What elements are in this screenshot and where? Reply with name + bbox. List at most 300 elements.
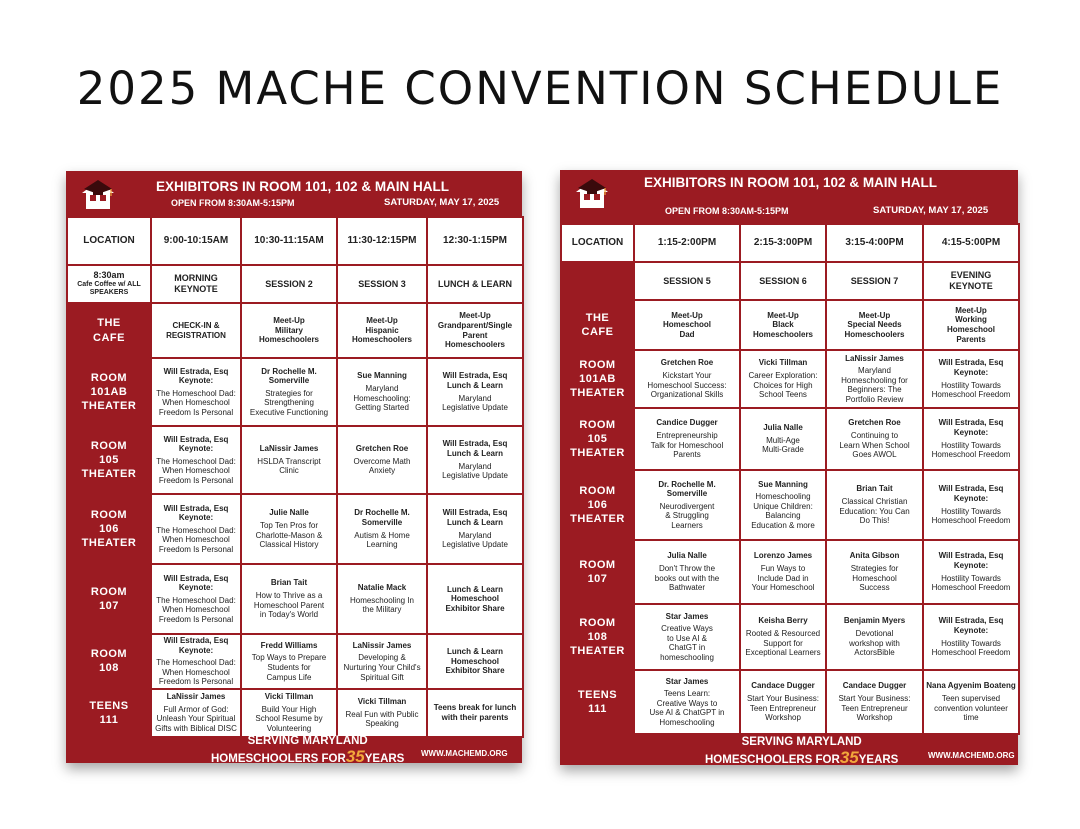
speaker-name: Will Estrada, Esq bbox=[938, 358, 1004, 368]
session-topic: Clinic bbox=[279, 466, 299, 476]
session-cell bbox=[923, 540, 1019, 604]
room-row bbox=[561, 670, 1019, 734]
serving-text: SERVING MARYLAND HOMESCHOOLERS FOR35YEARS bbox=[705, 736, 899, 767]
session-topic: Workshop bbox=[765, 713, 801, 723]
session-label: SESSION 3 bbox=[337, 265, 427, 303]
session-cell bbox=[241, 358, 337, 426]
room-label: ROOM 106 THEATER bbox=[561, 470, 634, 540]
session-topic: Fun Ways to bbox=[760, 563, 806, 573]
room-row bbox=[561, 604, 1019, 670]
speaker-name: Dr Rochelle M. bbox=[261, 366, 317, 376]
session-topic: Getting Started bbox=[355, 403, 409, 413]
session-cell bbox=[241, 634, 337, 689]
room-label: TEENS 111 bbox=[561, 670, 634, 734]
session-topic: Talk for Homeschool bbox=[650, 440, 724, 450]
speaker-name: Dr. Rochelle M. bbox=[658, 479, 716, 489]
speaker-name: Will Estrada, Esq bbox=[938, 418, 1004, 428]
session-topic: Continuing to bbox=[850, 430, 899, 440]
speaker-name: LaNissir James bbox=[352, 640, 412, 650]
speaker-name: Keynote: bbox=[178, 376, 214, 386]
session-cell bbox=[826, 670, 923, 734]
open-hours: OPEN FROM 8:30AM-5:15PM bbox=[665, 206, 789, 216]
speaker-name: Julia Nalle bbox=[763, 423, 803, 433]
session-cell bbox=[427, 426, 523, 494]
exhibitors-text: EXHIBITORS IN ROOM 101, 102 & MAIN HALL bbox=[644, 175, 938, 190]
session-topic: Teen Entrepreneur bbox=[841, 703, 908, 713]
speaker-name: Exhibitor Share bbox=[445, 603, 505, 613]
speaker-name: Somerville bbox=[666, 489, 708, 499]
session-topic: Maryland bbox=[858, 366, 891, 376]
speaker-name: Will Estrada, Esq bbox=[938, 484, 1004, 494]
speaker-name: Julie Nalle bbox=[269, 508, 309, 518]
session-topic: Nurturing Your Child's bbox=[343, 662, 421, 672]
speaker-name: Keynote: bbox=[953, 560, 989, 570]
session-topic: Homeschooling for bbox=[841, 375, 908, 385]
speaker-name: Gretchen Roe bbox=[660, 358, 714, 368]
session-cell bbox=[923, 670, 1019, 734]
session-topic: Education: You Can bbox=[839, 506, 910, 516]
session-cell bbox=[337, 564, 427, 634]
session-label: SESSION 6 bbox=[740, 262, 826, 300]
session-topic: Freedom Is Personal bbox=[158, 475, 234, 485]
session-topic: School Teens bbox=[759, 390, 807, 400]
session-topic: Maryland bbox=[458, 461, 492, 471]
session-topic: Legislative Update bbox=[442, 540, 508, 550]
session-topic: Hostility Towards bbox=[941, 380, 1001, 390]
speaker-name: Keynote: bbox=[953, 367, 989, 377]
session-cell bbox=[241, 689, 337, 737]
session-topic: Top Ways to Prepare bbox=[251, 653, 327, 663]
speaker-name: Keynote: bbox=[953, 493, 989, 503]
session-topic: books out with the bbox=[654, 573, 720, 583]
event-date: SATURDAY, MAY 17, 2025 bbox=[873, 205, 989, 216]
session-cell bbox=[337, 426, 427, 494]
session-row bbox=[561, 262, 1019, 300]
session-topic: Parents bbox=[673, 450, 701, 460]
room-label: ROOM 107 bbox=[67, 564, 151, 634]
session-label: SESSION 2 bbox=[241, 265, 337, 303]
session-topic: Don't Throw the bbox=[658, 563, 716, 573]
session-cell bbox=[740, 670, 826, 734]
session-topic: Volunteering bbox=[266, 724, 312, 734]
session-cell bbox=[923, 350, 1019, 408]
room-row bbox=[561, 350, 1019, 408]
speaker-name: Benjamin Myers bbox=[843, 616, 906, 626]
room-label: ROOM 101AB THEATER bbox=[67, 358, 151, 426]
session-topic: Teen Entrepreneur bbox=[749, 703, 817, 713]
session-topic: Legislative Update bbox=[442, 403, 508, 413]
session-topic: Classical Christian bbox=[841, 496, 908, 506]
schedule-sheet-afternoon bbox=[560, 170, 1018, 765]
session-topic: Maryland bbox=[458, 393, 492, 403]
coffee-cell: 8:30am Cafe Coffee w/ ALL SPEAKERS bbox=[67, 265, 151, 303]
speaker-name: Lunch & Learn bbox=[446, 448, 503, 458]
speaker-name: Homeschool bbox=[450, 656, 499, 666]
session-topic: Choices for High bbox=[753, 380, 813, 390]
speaker-name: Brian Tait bbox=[856, 484, 893, 494]
house-graduation-cap-icon bbox=[78, 177, 118, 211]
session-topic: Build Your High bbox=[261, 704, 317, 714]
session-cell bbox=[427, 689, 523, 737]
location-header: LOCATION bbox=[67, 217, 151, 265]
session-topic: homeschooling bbox=[660, 652, 714, 662]
room-row bbox=[67, 689, 523, 737]
session-topic: When Homeschool bbox=[162, 535, 230, 545]
session-cell bbox=[740, 408, 826, 470]
session-cell: Meet-Up Homeschool Dad bbox=[634, 300, 740, 350]
speaker-name: Will Estrada, Esq bbox=[163, 503, 229, 513]
session-cell bbox=[634, 604, 740, 670]
session-cell bbox=[634, 540, 740, 604]
session-topic: Homeschool Freedom bbox=[931, 583, 1011, 593]
session-topic: Multi-Grade bbox=[762, 445, 804, 455]
speaker-name: Vicki Tillman bbox=[264, 692, 314, 702]
speaker-name: Vicki Tillman bbox=[357, 697, 407, 707]
session-topic: Maryland bbox=[365, 383, 399, 393]
speaker-name: Brian Tait bbox=[270, 578, 308, 588]
time-slot: 4:15-5:00PM bbox=[923, 224, 1019, 262]
session-cell bbox=[634, 408, 740, 470]
blank-cell bbox=[561, 262, 634, 300]
room-row bbox=[67, 564, 523, 634]
session-cell bbox=[634, 470, 740, 540]
schedule-sheet-morning bbox=[66, 171, 522, 766]
room-row bbox=[561, 540, 1019, 604]
session-topic: Bathwater bbox=[668, 583, 706, 593]
session-topic: When Homeschool bbox=[162, 398, 230, 408]
session-cell bbox=[151, 689, 241, 737]
session-topic: Homeschooling bbox=[659, 717, 715, 727]
time-slot: 10:30-11:15AM bbox=[241, 217, 337, 265]
speaker-name: with their parents bbox=[441, 712, 509, 722]
session-topic: Exceptional Learners bbox=[745, 648, 821, 658]
session-topic: ChatGT in bbox=[668, 643, 706, 653]
session-cell bbox=[151, 358, 241, 426]
session-cell bbox=[427, 494, 523, 564]
session-topic: Freedom Is Personal bbox=[158, 407, 234, 417]
time-slot: 9:00-10:15AM bbox=[151, 217, 241, 265]
session-topic: The Homeschool Dad: bbox=[156, 658, 236, 668]
time-slot: 1:15-2:00PM bbox=[634, 224, 740, 262]
session-topic: When Homeschool bbox=[162, 466, 230, 476]
session-cell bbox=[151, 426, 241, 494]
session-topic: Workshop bbox=[856, 713, 893, 723]
event-date: SATURDAY, MAY 17, 2025 bbox=[384, 197, 500, 208]
session-cell bbox=[427, 358, 523, 426]
time-header-row bbox=[561, 224, 1019, 262]
speaker-name: Will Estrada, Esq bbox=[163, 434, 229, 444]
session-topic: Unleash Your Spiritual bbox=[156, 714, 236, 724]
speaker-name: Exhibitor Share bbox=[445, 666, 505, 676]
session-topic: Homeschool Freedom bbox=[931, 648, 1011, 658]
session-topic: Beginners: The bbox=[847, 385, 902, 395]
session-topic: Your Homeschool bbox=[751, 583, 815, 593]
room-row bbox=[67, 494, 523, 564]
room-label: ROOM 107 bbox=[561, 540, 634, 604]
session-topic: Hostility Towards bbox=[941, 440, 1001, 450]
session-topic: Learners bbox=[671, 520, 703, 530]
session-topic: HSLDA Transcript bbox=[257, 456, 321, 466]
room-label: ROOM 105 THEATER bbox=[561, 408, 634, 470]
session-cell bbox=[427, 634, 523, 689]
session-cell bbox=[740, 604, 826, 670]
session-topic: convention volunteer bbox=[934, 703, 1008, 713]
time-slot: 3:15-4:00PM bbox=[826, 224, 923, 262]
speaker-name: Will Estrada, Esq bbox=[163, 366, 229, 376]
speaker-name: LaNissir James bbox=[845, 353, 904, 363]
speaker-name: LaNissir James bbox=[259, 444, 319, 454]
session-topic: School Resume by bbox=[255, 714, 323, 724]
session-topic: Career Exploration: bbox=[748, 370, 818, 380]
session-topic: Education & more bbox=[751, 520, 815, 530]
speaker-name: Vicki Tillman bbox=[758, 358, 808, 368]
speaker-name: Fredd Williams bbox=[260, 640, 318, 650]
speaker-name: Will Estrada, Esq bbox=[938, 616, 1004, 626]
session-topic: Neurodivergent bbox=[659, 501, 715, 511]
room-label: ROOM 101AB THEATER bbox=[561, 350, 634, 408]
room-label: ROOM 106 THEATER bbox=[67, 494, 151, 564]
serving-text: SERVING MARYLAND HOMESCHOOLERS FOR35YEARS bbox=[211, 735, 405, 766]
session-topic: Homeschooling: bbox=[353, 393, 411, 403]
session-topic: time bbox=[963, 713, 979, 723]
speaker-name: Keynote: bbox=[178, 444, 214, 454]
session-topic: Legislative Update bbox=[442, 471, 508, 481]
session-topic: Classical History bbox=[259, 540, 319, 550]
session-topic: Full Armor of God: bbox=[163, 704, 229, 714]
session-cell bbox=[151, 564, 241, 634]
session-topic: How to Thrive as a bbox=[255, 590, 323, 600]
session-cell bbox=[241, 564, 337, 634]
session-topic: Homeschool Freedom bbox=[931, 390, 1011, 400]
session-cell bbox=[826, 604, 923, 670]
room-label: ROOM 105 THEATER bbox=[67, 426, 151, 494]
session-topic: Anxiety bbox=[368, 466, 396, 476]
session-topic: the Military bbox=[362, 605, 402, 615]
cafe-row bbox=[561, 300, 1019, 350]
session-topic: Learn When School bbox=[839, 440, 910, 450]
speaker-name: Keynote: bbox=[178, 645, 214, 655]
session-cell bbox=[826, 350, 923, 408]
speaker-name: Will Estrada, Esq bbox=[442, 371, 508, 381]
session-topic: Homeschool Freedom bbox=[931, 450, 1011, 460]
session-topic: Entrepreneurship bbox=[656, 430, 718, 440]
speaker-name: Homeschool bbox=[450, 594, 499, 604]
session-topic: Organizational Skills bbox=[650, 390, 724, 400]
session-cell: Meet-Up Special Needs Homeschoolers bbox=[826, 300, 923, 350]
session-cell bbox=[634, 670, 740, 734]
session-label: EVENING KEYNOTE bbox=[923, 262, 1019, 300]
session-topic: ActorsBible bbox=[854, 648, 895, 658]
session-topic: Include Dad in bbox=[757, 573, 809, 583]
room-label: THE CAFE bbox=[67, 303, 151, 358]
speaker-name: Will Estrada, Esq bbox=[442, 439, 508, 449]
session-cell bbox=[241, 494, 337, 564]
time-slot: 2:15-3:00PM bbox=[740, 224, 826, 262]
speaker-name: Will Estrada, Esq bbox=[442, 508, 508, 518]
session-topic: Creative Ways bbox=[661, 624, 713, 634]
session-topic: When Homeschool bbox=[162, 605, 230, 615]
speaker-name: Teens break for lunch bbox=[433, 703, 517, 713]
session-topic: Gifts with Biblical DISC bbox=[155, 724, 237, 734]
speaker-name: Lorenzo James bbox=[753, 551, 813, 561]
session-cell bbox=[826, 470, 923, 540]
speaker-name: Star James bbox=[665, 676, 709, 686]
session-topic: in Today's World bbox=[259, 610, 319, 620]
speaker-name: Lunch & Learn bbox=[446, 647, 503, 657]
room-label: ROOM 108 bbox=[67, 634, 151, 689]
session-topic: Freedom Is Personal bbox=[158, 544, 234, 554]
session-topic: Strengthening bbox=[264, 398, 314, 408]
session-topic: Homeschooling bbox=[755, 492, 811, 502]
session-cell bbox=[923, 470, 1019, 540]
house-graduation-cap-icon bbox=[572, 176, 612, 210]
session-cell bbox=[740, 350, 826, 408]
session-cell bbox=[740, 470, 826, 540]
session-topic: Top Ten Pros for bbox=[259, 520, 319, 530]
session-cell bbox=[923, 604, 1019, 670]
session-topic: Freedom Is Personal bbox=[158, 677, 234, 687]
speaker-name: Somerville bbox=[268, 376, 310, 386]
session-topic: Real Fun with Public bbox=[345, 709, 419, 719]
session-cell bbox=[241, 426, 337, 494]
session-cell: Meet-Up Working Homeschool Parents bbox=[923, 300, 1019, 350]
location-header: LOCATION bbox=[561, 224, 634, 262]
speaker-name: Gretchen Roe bbox=[848, 418, 901, 428]
session-topic: Strategies for bbox=[850, 563, 899, 573]
session-topic: & Struggling bbox=[665, 511, 709, 521]
page-title: 2025 MACHE CONVENTION SCHEDULE bbox=[76, 62, 1004, 115]
speaker-name: Star James bbox=[665, 611, 709, 621]
session-topic: Homeschool Freedom bbox=[931, 516, 1011, 526]
session-topic: Homeschool Parent bbox=[253, 600, 325, 610]
session-topic: Overcome Math bbox=[353, 456, 411, 466]
speaker-name: Nana Agyenim Boateng bbox=[926, 681, 1016, 691]
session-topic: Homeschool bbox=[852, 573, 897, 583]
speaker-name: Somerville bbox=[361, 517, 403, 527]
session-topic: Charlotte-Mason & bbox=[255, 530, 323, 540]
session-topic: Use AI & ChatGPT in bbox=[649, 708, 725, 718]
room-row bbox=[67, 426, 523, 494]
session-topic: to Use AI & bbox=[666, 633, 708, 643]
session-topic: Hostility Towards bbox=[941, 638, 1001, 648]
session-cell bbox=[337, 634, 427, 689]
speaker-name: Natalie Mack bbox=[357, 583, 407, 593]
website-url: WWW.MACHEMD.ORG bbox=[421, 749, 508, 758]
session-topic: Devotional bbox=[855, 628, 894, 638]
session-topic: The Homeschool Dad: bbox=[156, 595, 236, 605]
session-cell bbox=[826, 408, 923, 470]
session-label: SESSION 5 bbox=[634, 262, 740, 300]
session-topic: The Homeschool Dad: bbox=[156, 388, 236, 398]
session-label: LUNCH & LEARN bbox=[427, 265, 523, 303]
speaker-name: Keisha Berry bbox=[758, 616, 808, 626]
speaker-name: LaNissir James bbox=[166, 692, 226, 702]
session-cell bbox=[337, 494, 427, 564]
session-cell: Meet-Up Hispanic Homeschoolers bbox=[337, 303, 427, 358]
session-cell bbox=[427, 564, 523, 634]
speaker-name: Lunch & Learn bbox=[446, 584, 503, 594]
session-topic: Autism & Home bbox=[354, 530, 410, 540]
session-topic: Start Your Business: bbox=[746, 693, 820, 703]
room-row bbox=[67, 358, 523, 426]
session-topic: Developing & bbox=[358, 653, 406, 663]
room-label: THE CAFE bbox=[561, 300, 634, 350]
session-topic: Balancing bbox=[765, 511, 801, 521]
session-topic: Spiritual Gift bbox=[360, 672, 404, 682]
open-hours: OPEN FROM 8:30AM-5:15PM bbox=[171, 198, 295, 208]
session-cell bbox=[740, 540, 826, 604]
session-topic: Learning bbox=[366, 540, 398, 550]
time-slot: 12:30-1:15PM bbox=[427, 217, 523, 265]
speaker-name: Keynote: bbox=[178, 513, 214, 523]
speaker-name: Will Estrada, Esq bbox=[163, 636, 229, 645]
session-topic: Students for bbox=[267, 662, 311, 672]
session-cell bbox=[151, 494, 241, 564]
speaker-name: Lunch & Learn bbox=[446, 380, 503, 390]
session-topic: Unique Children: bbox=[753, 501, 813, 511]
room-label: TEENS 111 bbox=[67, 689, 151, 737]
session-cell: Meet-Up Black Homeschoolers bbox=[740, 300, 826, 350]
session-label: SESSION 7 bbox=[826, 262, 923, 300]
speaker-name: Gretchen Roe bbox=[355, 444, 409, 454]
session-topic: The Homeschool Dad: bbox=[156, 525, 236, 535]
session-topic: Multi-Age bbox=[766, 435, 800, 445]
speaker-name: Candace Dugger bbox=[842, 681, 907, 691]
session-topic: Freedom Is Personal bbox=[158, 614, 234, 624]
session-cell bbox=[337, 358, 427, 426]
time-header-row bbox=[67, 217, 523, 265]
session-topic: Creative Ways to bbox=[656, 698, 718, 708]
speaker-name: Candace Dugger bbox=[751, 681, 815, 691]
session-topic: Support for bbox=[763, 638, 803, 648]
room-row bbox=[67, 634, 523, 689]
session-topic: Campus Life bbox=[266, 672, 312, 682]
session-topic: Teens Learn: bbox=[663, 689, 711, 699]
session-topic: Strategies for bbox=[265, 388, 313, 398]
session-topic: Homeschooling In bbox=[349, 595, 415, 605]
schedule-table bbox=[560, 223, 1020, 735]
session-topic: Rooted & Resourced bbox=[745, 628, 821, 638]
session-topic: Speaking bbox=[365, 719, 399, 729]
session-topic: Kickstart Your bbox=[662, 370, 712, 380]
session-topic: Maryland bbox=[458, 530, 492, 540]
speaker-name: Sue Manning bbox=[758, 479, 808, 489]
session-topic: workshop with bbox=[849, 638, 900, 648]
session-topic: Start Your Business: bbox=[838, 693, 911, 703]
session-cell: CHECK-IN & REGISTRATION bbox=[151, 303, 241, 358]
speaker-name: Julia Nalle bbox=[667, 551, 707, 561]
session-cell bbox=[634, 350, 740, 408]
session-topic: Hostility Towards bbox=[941, 506, 1001, 516]
session-row bbox=[67, 265, 523, 303]
speaker-name: Dr Rochelle M. bbox=[354, 508, 410, 518]
session-cell: Meet-Up Grandparent/Single Parent Homeschoolers bbox=[427, 303, 523, 358]
session-cell: Meet-Up Military Homeschoolers bbox=[241, 303, 337, 358]
session-cell bbox=[151, 634, 241, 689]
speaker-name: Will Estrada, Esq bbox=[938, 551, 1004, 561]
speaker-name: Will Estrada, Esq bbox=[163, 573, 229, 583]
session-topic: Goes AWOL bbox=[852, 450, 897, 460]
speaker-name: Sue Manning bbox=[357, 371, 407, 381]
website-url: WWW.MACHEMD.ORG bbox=[928, 751, 1015, 760]
speaker-name: Keynote: bbox=[178, 583, 214, 593]
session-topic: Portfolio Review bbox=[845, 394, 904, 404]
speaker-name: Keynote: bbox=[953, 625, 989, 635]
session-cell bbox=[923, 408, 1019, 470]
room-row bbox=[561, 470, 1019, 540]
room-row bbox=[561, 408, 1019, 470]
speaker-name: Candice Dugger bbox=[656, 418, 718, 428]
